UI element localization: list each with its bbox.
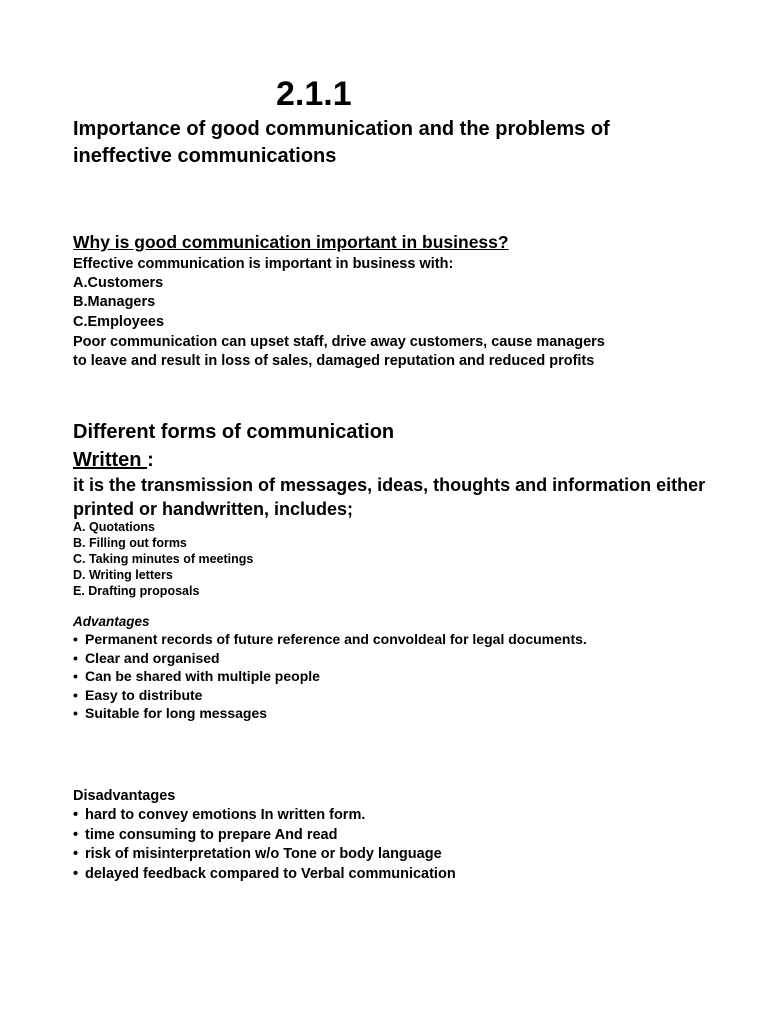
- why-heading: Why is good communication important in business?: [73, 232, 509, 252]
- why-line: to leave and result in loss of sales, damaged reputation and reduced profits: [73, 353, 595, 369]
- list-item: [73, 826, 456, 846]
- disadvantages-heading: Disadvantages: [73, 788, 176, 804]
- advantages-list: [73, 630, 587, 723]
- written-colon: :: [147, 449, 154, 471]
- list-item-text: Suitable for long messages: [85, 705, 268, 721]
- written-heading: [73, 447, 154, 473]
- list-item: [73, 806, 456, 826]
- why-line: A.Customers: [73, 275, 164, 291]
- disadvantages-list: [73, 806, 456, 884]
- bullet-icon: •: [73, 668, 78, 684]
- why-line: C.Employees: [73, 314, 165, 330]
- forms-heading: Different forms of communication: [73, 421, 395, 443]
- list-item-text: Can be shared with multiple people: [85, 668, 320, 684]
- list-item-text: delayed feedback compared to Verbal communication: [85, 865, 456, 882]
- list-item: [73, 704, 587, 723]
- bullet-icon: •: [73, 826, 79, 843]
- written-example: E. Drafting proposals: [73, 584, 200, 598]
- list-item-text: hard to convey emotions In written form.: [85, 807, 366, 823]
- section-number: 2.1.1: [276, 75, 352, 113]
- written-example: D. Writing letters: [73, 568, 173, 582]
- written-example: C. Taking minutes of meetings: [73, 552, 254, 566]
- list-item: [73, 667, 587, 686]
- bullet-icon: •: [73, 865, 79, 882]
- bullet-icon: •: [73, 807, 79, 823]
- list-item: [73, 630, 587, 649]
- list-item: [73, 649, 587, 668]
- why-line: B.Managers: [73, 294, 156, 310]
- why-line: Poor communication can upset staff, drive away customers, cause managers: [73, 334, 605, 350]
- advantages-heading: Advantages: [73, 614, 150, 629]
- list-item-text: Easy to distribute: [85, 686, 203, 703]
- list-item-text: Clear and organised: [85, 649, 220, 666]
- bullet-icon: •: [73, 686, 78, 703]
- written-example: A. Quotations: [73, 520, 155, 534]
- bullet-icon: •: [73, 631, 78, 647]
- page-title: Importance of good communication and the problems of ineffective communications: [73, 118, 610, 167]
- bullet-icon: •: [73, 649, 78, 666]
- list-item-text: Permanent records of future reference and convoldeal for legal documents.: [85, 631, 587, 647]
- list-item: [73, 686, 587, 705]
- written-label: Written: [73, 449, 148, 471]
- written-example: B. Filling out forms: [73, 536, 187, 550]
- list-item-text: time consuming to prepare And read: [85, 826, 338, 843]
- list-item: [73, 865, 456, 885]
- written-description: it is the transmission of messages, ideas, thoughts and information either printed or handwritten, includes;: [73, 475, 706, 519]
- why-line: Effective communication is important in business with:: [73, 256, 454, 272]
- bullet-icon: •: [73, 705, 78, 721]
- list-item-text: risk of misinterpretation w/o Tone or body language: [85, 846, 442, 862]
- bullet-icon: •: [73, 846, 79, 862]
- list-item: [73, 845, 456, 865]
